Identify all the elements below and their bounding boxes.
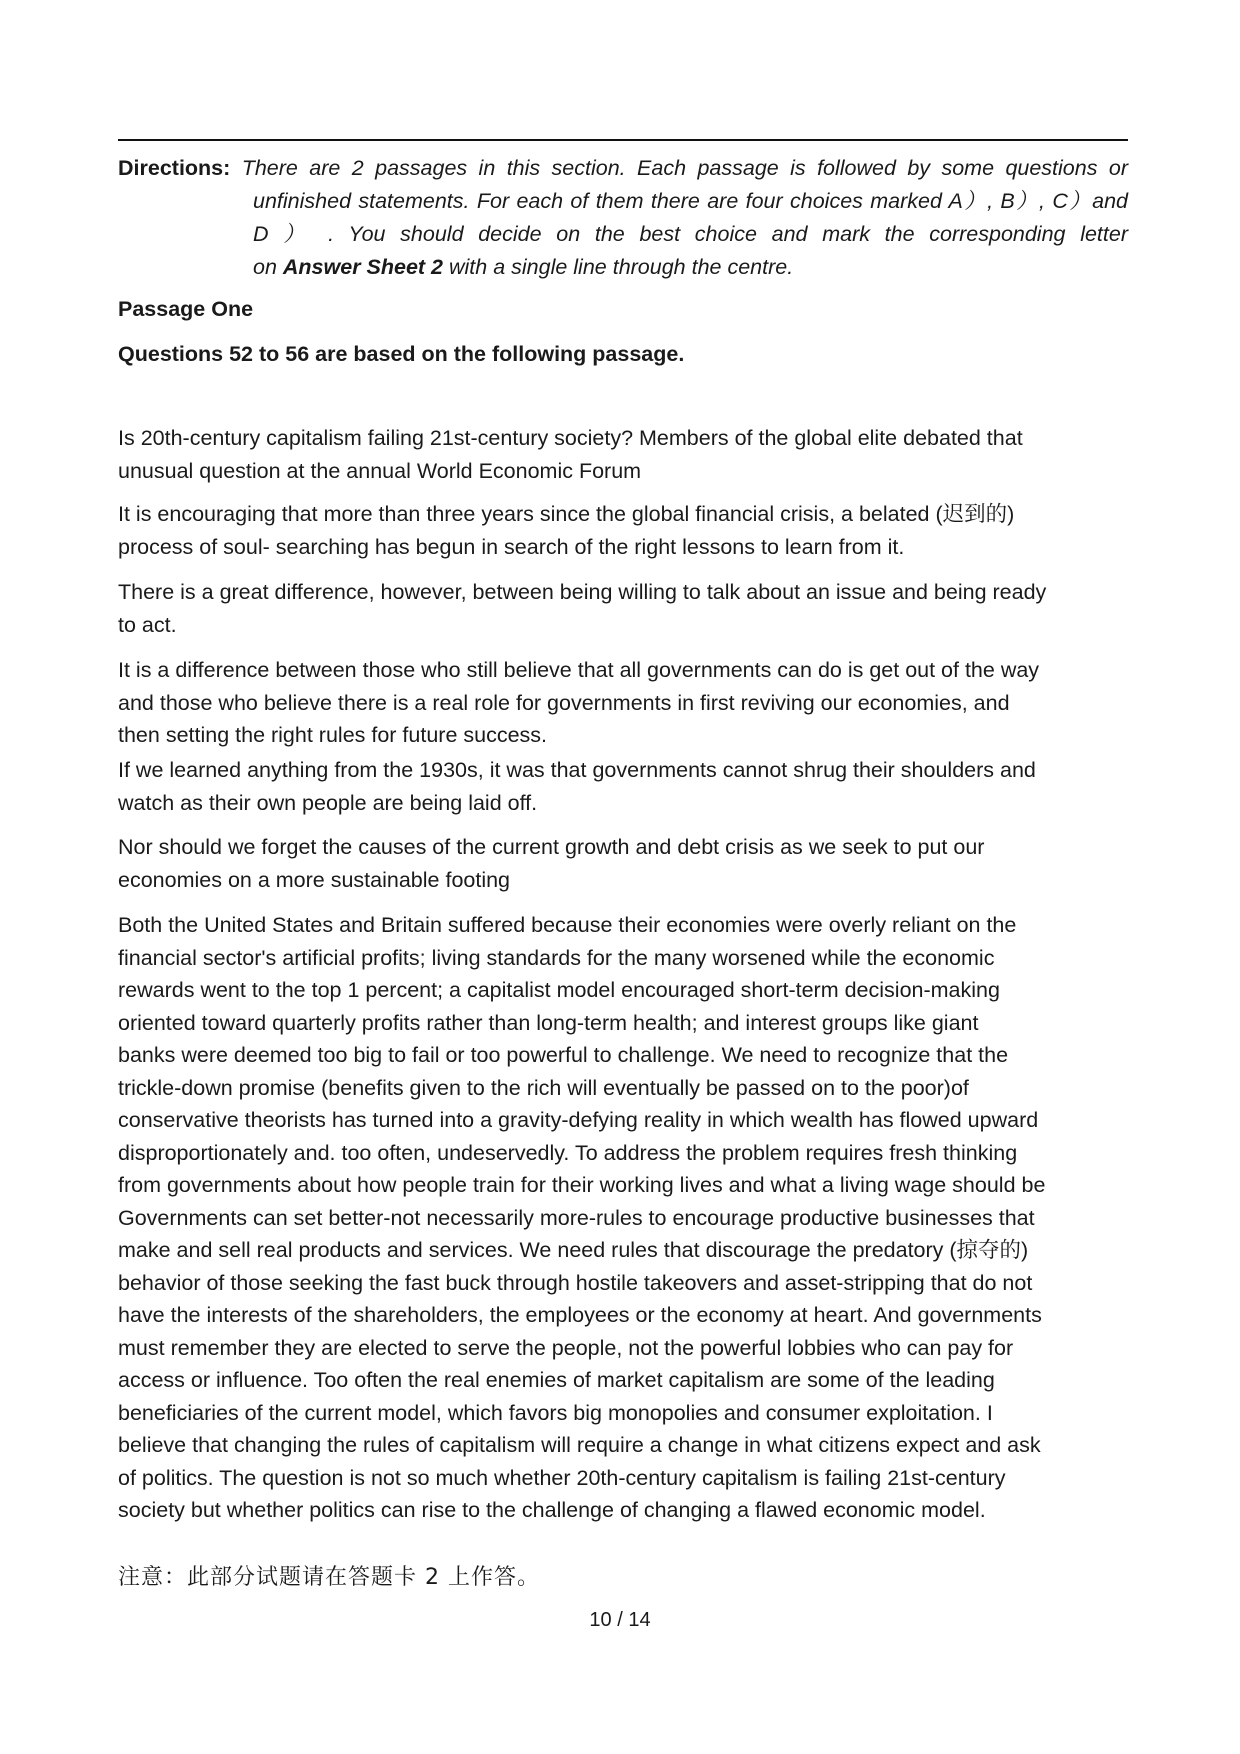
directions-label: Directions: (118, 156, 231, 180)
top-rule-divider (118, 139, 1128, 141)
answer-sheet-label: Answer Sheet 2 (282, 255, 444, 279)
passage-line: If we learned anything from the 1930s, it was that governments cannot shrug their shoulders and (118, 758, 1036, 782)
passage-line: have the interests of the shareholders, the employees or the economy at heart. And governments (118, 1303, 1042, 1327)
passage-line: banks were deemed too big to fail or too powerful to challenge. We need to recognize that the (118, 1043, 1009, 1067)
directions-line-3: D ） . You should decide on the best choice and mark the corresponding letter (253, 222, 1128, 246)
passage-line: process of soul- searching has begun in search of the right lessons to learn from it. (118, 534, 905, 559)
passage-paragraph (118, 754, 1128, 819)
passage-line: disproportionately and. too often, undeservedly. To address the problem requires fresh thinking (118, 1140, 1018, 1165)
passage-line: then setting the right rules for future success. (118, 723, 548, 747)
passage-line: of politics. The question is not so much whether 20th-century capitalism is failing 21st-century (118, 1465, 1006, 1490)
questions-heading: Questions 52 to 56 are based on the following passage. (118, 342, 685, 366)
passage-line: financial sector's artificial profits; living standards for the many worsened while the economic (118, 945, 995, 970)
directions-line-4-pre: on (253, 255, 283, 279)
passage-line: to act. (118, 612, 177, 637)
passage-line: believe that changing the rules of capitalism will require a change in what citizens expect and ask (118, 1433, 1041, 1457)
passage-line: must remember they are elected to serve the people, not the powerful lobbies who can pay for (118, 1335, 1014, 1360)
passage-paragraph (118, 654, 1128, 752)
passage-line: oriented toward quarterly profits rather than long-term health; and interest groups like giant (118, 1010, 979, 1035)
passage-line: society but whether politics can rise to the challenge of changing a flawed economic model. (118, 1498, 986, 1522)
passage-paragraph (118, 909, 1128, 1527)
directions-line-1 (118, 152, 1128, 185)
passage-line: beneficiaries of the current model, which favors big monopolies and consumer exploitation. I (118, 1400, 993, 1425)
passage-line: access or influence. Too often the real enemies of market capitalism are some of the leading (118, 1368, 995, 1392)
passage-line: watch as their own people are being laid off. (118, 790, 538, 815)
passage-line: unusual question at the annual World Economic Forum (118, 458, 642, 483)
passage-heading: Passage One (118, 297, 254, 321)
passage-line: It is a difference between those who still believe that all governments can do is get out of the way (118, 658, 1040, 682)
directions-line-2: unfinished statements. For each of them there are four choices marked A）, B）, C）and (253, 189, 1128, 213)
passage-line: rewards went to the top 1 percent; a capitalist model encouraged short-term decision-making (118, 978, 1000, 1002)
passage-line: Governments can set better-not necessarily more-rules to encourage productive businesses that (118, 1205, 1035, 1230)
passage-line: from governments about how people train for their working lives and what a living wage should be (118, 1173, 1046, 1197)
passage-paragraph (118, 498, 1128, 563)
directions-line-4-post: with a single line through the centre. (443, 255, 794, 279)
passage-paragraph (118, 422, 1128, 487)
passage-line: There is a great difference, however, between being willing to talk about an issue and being ready (118, 580, 1047, 604)
passage-paragraph (118, 831, 1128, 896)
passage-line: trickle-down promise (benefits given to the rich will eventually be passed on to the poor)of (118, 1075, 969, 1100)
passage-line: make and sell real products and services. We need rules that discourage the predatory (掠夺的) (118, 1238, 1029, 1262)
page-number: 10 / 14 (589, 1609, 651, 1631)
answer-note: 注意：此部分试题请在答题卡 2 上作答。 (118, 1565, 540, 1590)
directions-line-4 (118, 251, 1128, 284)
passage-line: economies on a more sustainable footing (118, 867, 511, 892)
directions-text-1: There are 2 passages in this section. Each passage is followed by some questions or (241, 156, 1128, 180)
passage-line: behavior of those seeking the fast buck through hostile takeovers and asset-stripping that do not (118, 1270, 1033, 1295)
passage-line: Is 20th-century capitalism failing 21st-century society? Members of the global elite debated that (118, 426, 1023, 450)
passage-line: Both the United States and Britain suffered because their economies were overly reliant on the (118, 913, 1017, 937)
passage-line: and those who believe there is a real role for governments in first reviving our economies, and (118, 690, 1010, 715)
passage-line: Nor should we forget the causes of the current growth and debt crisis as we seek to put our (118, 835, 985, 859)
passage-line: It is encouraging that more than three years since the global financial crisis, a belated (迟到的) (118, 502, 1015, 526)
passage-paragraph (118, 576, 1128, 641)
passage-line: conservative theorists has turned into a gravity-defying reality in which wealth has flowed upward (118, 1108, 1039, 1132)
directions-block (118, 152, 1128, 284)
